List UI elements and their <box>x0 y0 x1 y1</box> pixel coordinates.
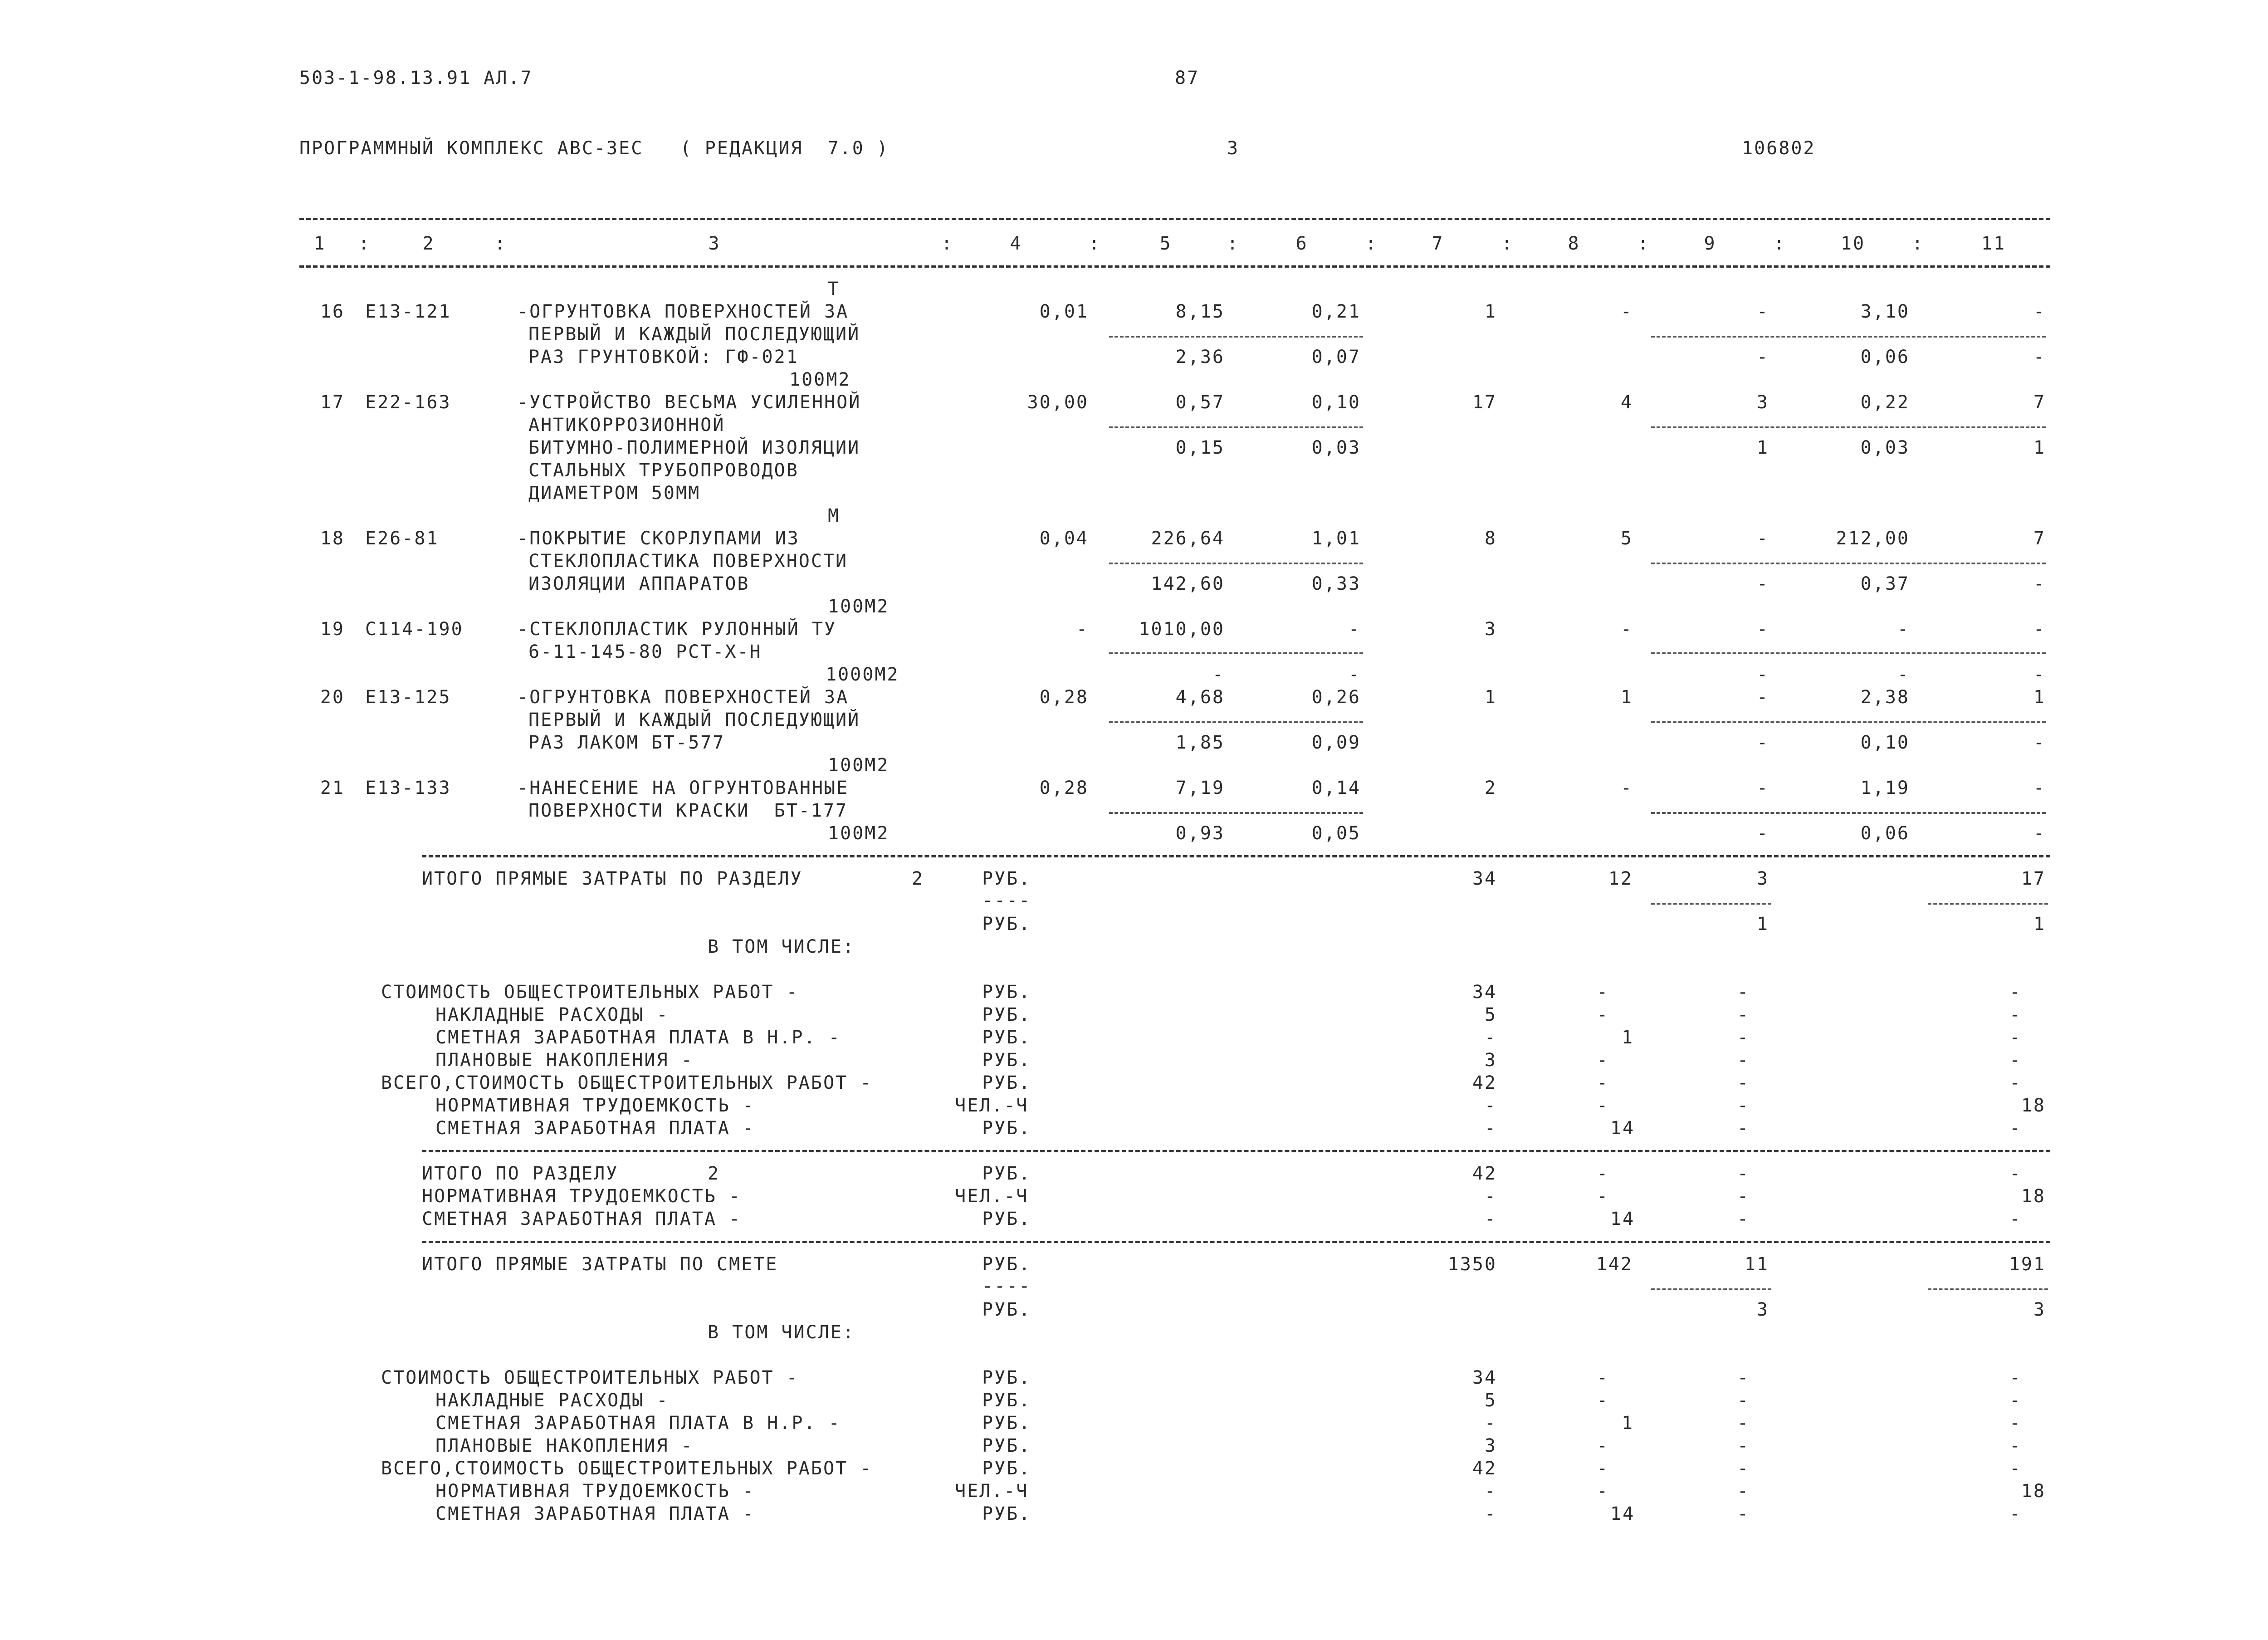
unit-rub: РУБ. <box>982 982 1031 1003</box>
cell-col8: - <box>1597 1458 1609 1479</box>
breakdown-label: НОРМАТИВНАЯ ТРУДОЕМКОСТЬ - <box>435 1481 755 1502</box>
cell-col8: - <box>1597 1390 1609 1411</box>
cell-col11: - <box>2009 1413 2022 1434</box>
cell-col11: 18 <box>2021 1186 2046 1207</box>
cell-col8: - <box>1597 1163 1609 1184</box>
cell-total-cost-wage: 0,05 <box>1311 823 1361 844</box>
rate-code: Е13-133 <box>365 778 451 798</box>
cell-unit-cost-wage: - <box>1212 664 1225 685</box>
cell-col9: - <box>1737 1413 1750 1434</box>
cell-rule <box>1109 563 1363 564</box>
cell-col7: 34 <box>1472 982 1497 1003</box>
cell-col7: - <box>1484 1413 1497 1434</box>
column-header: 10 <box>1840 233 1866 254</box>
work-description: БИТУМНО-ПОЛИМЕРНОЙ ИЗОЛЯЦИИ <box>528 437 860 458</box>
cell-col8: 1 <box>1622 1027 1634 1048</box>
cell-col8: - <box>1597 1435 1609 1456</box>
section-rule <box>422 1150 2050 1152</box>
cell-col9-wage: - <box>1756 823 1769 844</box>
cell-col8: - <box>1620 778 1633 798</box>
document-number: 106802 <box>1742 138 1816 159</box>
cell-col9: - <box>1737 1186 1750 1207</box>
cell-col11: - <box>2009 1435 2022 1456</box>
cell-rule <box>1651 1288 1771 1290</box>
work-description: РАЗ ЛАКОМ БТ-577 <box>528 732 725 753</box>
cell-col8: 12 <box>1608 868 1633 889</box>
rate-code: С114-190 <box>365 619 464 640</box>
cell-col9: - <box>1756 528 1769 549</box>
unit-rub: РУБ. <box>982 1072 1031 1093</box>
cell-col7: 1350 <box>1447 1254 1497 1275</box>
cell-col9: - <box>1756 687 1769 708</box>
row-number: 21 <box>320 778 345 798</box>
cell-col11: 17 <box>2021 868 2046 889</box>
cell-col7: 8 <box>1484 528 1497 549</box>
unit-man-hours: ЧЕЛ.-Ч <box>955 1095 1029 1116</box>
cell-unit-cost: 4,68 <box>1175 687 1225 708</box>
cell-col8: 14 <box>1610 1503 1635 1524</box>
unit-rub: РУБ. <box>982 1163 1031 1184</box>
total-label: СМЕТНАЯ ЗАРАБОТНАЯ ПЛАТА - <box>422 1209 742 1229</box>
cell-col8: - <box>1597 1050 1609 1071</box>
cell-col9: - <box>1737 1209 1750 1229</box>
cell-col11: - <box>2009 1209 2022 1229</box>
section-number: 2 <box>708 1163 720 1184</box>
cell-col7: - <box>1484 1481 1497 1502</box>
breakdown-label: ВСЕГО,СТОИМОСТЬ ОБЩЕСТРОИТЕЛЬНЫХ РАБОТ - <box>381 1072 873 1093</box>
work-description: ИЗОЛЯЦИИ АППАРАТОВ <box>528 573 750 594</box>
rate-code: Е13-121 <box>365 301 451 322</box>
column-separator: : <box>1227 233 1240 254</box>
cell-rule <box>1109 652 1363 654</box>
unit-mark: 100М2 <box>828 755 890 776</box>
cell-col10-wage: - <box>1897 664 1910 685</box>
column-separator: : <box>358 233 371 254</box>
column-header: 9 <box>1704 233 1716 254</box>
work-description: СТЕКЛОПЛАСТИКА ПОВЕРХНОСТИ <box>528 551 848 572</box>
cell-col9-wage: - <box>1756 664 1769 685</box>
column-separator: : <box>1365 233 1378 254</box>
cell-col9-wage: 1 <box>1756 437 1769 458</box>
work-description: 6-11-145-80 РСТ-Х-Н <box>528 641 762 662</box>
cell-col8: 1 <box>1622 1413 1634 1434</box>
breakdown-label: ПЛАНОВЫЕ НАКОПЛЕНИЯ - <box>435 1435 694 1456</box>
section-number: 2 <box>912 868 924 889</box>
cell-col7: 17 <box>1472 392 1497 413</box>
work-description: ПЕРВЫЙ И КАЖДЫЙ ПОСЛЕДУЮЩИЙ <box>528 710 860 730</box>
cell-col7: 5 <box>1484 1390 1497 1411</box>
cell-total-cost-wage: - <box>1348 664 1361 685</box>
cell-quantity: 0,28 <box>1039 687 1089 708</box>
cell-col9-wage: - <box>1756 573 1769 594</box>
cell-col8: 142 <box>1596 1254 1633 1275</box>
cell-col9-wage: 3 <box>1756 1299 1769 1320</box>
unit-mark: М <box>828 505 841 526</box>
column-header: 1 <box>313 233 326 254</box>
cell-col7: 1 <box>1484 301 1497 322</box>
breakdown-label: НОРМАТИВНАЯ ТРУДОЕМКОСТЬ - <box>435 1095 755 1116</box>
unit-rub: РУБ. <box>982 1027 1031 1048</box>
breakdown-label: СТОИМОСТЬ ОБЩЕСТРОИТЕЛЬНЫХ РАБОТ - <box>381 982 799 1003</box>
work-description: -ПОКРЫТИЕ СКОРЛУПАМИ ИЗ <box>517 528 800 549</box>
cell-col10: 212,00 <box>1836 528 1910 549</box>
cell-col11: 18 <box>2021 1095 2046 1116</box>
unit-mark: 1000М2 <box>826 664 899 685</box>
column-header: 3 <box>708 233 721 254</box>
cell-unit-cost-wage: 0,93 <box>1175 823 1225 844</box>
cell-col11: - <box>2009 1458 2022 1479</box>
table-top-rule <box>299 218 2050 220</box>
work-description: РАЗ ГРУНТОВКОЙ: ГФ-021 <box>528 347 799 367</box>
cell-unit-cost: 8,15 <box>1175 301 1225 322</box>
unit-rub: РУБ. <box>982 1299 1031 1320</box>
work-description: -СТЕКЛОПЛАСТИК РУЛОННЫЙ ТУ <box>517 619 837 640</box>
work-description: ПОВЕРХНОСТИ КРАСКИ БТ-177 <box>528 800 848 821</box>
total-label: ИТОГО ПРЯМЫЕ ЗАТРАТЫ ПО РАЗДЕЛУ <box>422 868 803 889</box>
column-separator: : <box>1501 233 1514 254</box>
cell-col11: - <box>2009 1050 2022 1071</box>
cell-total-cost: 0,26 <box>1311 687 1361 708</box>
total-label: ИТОГО ПРЯМЫЕ ЗАТРАТЫ ПО СМЕТЕ <box>422 1254 778 1275</box>
cell-col8: - <box>1597 1367 1609 1388</box>
cell-col7: - <box>1484 1209 1497 1229</box>
cell-col8: - <box>1597 1481 1609 1502</box>
total-label: НОРМАТИВНАЯ ТРУДОЕМКОСТЬ - <box>422 1186 742 1207</box>
row-number: 19 <box>320 619 345 640</box>
cell-col8: 14 <box>1610 1209 1635 1229</box>
cell-col11-wage: - <box>2033 573 2046 594</box>
subheading: В ТОМ ЧИСЛЕ: <box>708 1322 855 1343</box>
unit-rub: РУБ. <box>982 1435 1031 1456</box>
work-description: СТАЛЬНЫХ ТРУБОПРОВОДОВ <box>528 460 799 481</box>
column-separator: : <box>1637 233 1650 254</box>
cell-rule <box>1651 426 2046 428</box>
breakdown-label: СМЕТНАЯ ЗАРАБОТНАЯ ПЛАТА В Н.Р. - <box>435 1413 841 1434</box>
cell-col9: - <box>1737 982 1750 1003</box>
cell-col11-wage: 1 <box>2033 437 2046 458</box>
unit-man-hours: ЧЕЛ.-Ч <box>955 1186 1029 1207</box>
work-description: ПЕРВЫЙ И КАЖДЫЙ ПОСЛЕДУЮЩИЙ <box>528 324 860 345</box>
unit-rub: РУБ. <box>982 1209 1031 1229</box>
cell-col7: 34 <box>1472 1367 1497 1388</box>
cell-col9: - <box>1737 1072 1750 1093</box>
cell-col8: - <box>1597 1095 1609 1116</box>
unit-rub: РУБ. <box>982 868 1031 889</box>
cell-col8: 1 <box>1620 687 1633 708</box>
cell-col11: - <box>2009 1118 2022 1139</box>
cell-col9-wage: - <box>1756 347 1769 367</box>
cell-col7: 34 <box>1472 868 1497 889</box>
column-header: 2 <box>422 233 435 254</box>
section-rule <box>422 1241 2050 1243</box>
cell-col9: - <box>1737 1435 1750 1456</box>
cell-col8: - <box>1597 982 1609 1003</box>
cell-quantity: 0,01 <box>1039 301 1089 322</box>
program-title: ПРОГРАММНЫЙ КОМПЛЕКС АВС-3ЕС ( РЕДАКЦИЯ 7.0 ) <box>299 138 889 159</box>
cell-col9: - <box>1737 1050 1750 1071</box>
cell-col11-wage: - <box>2033 732 2046 753</box>
work-description: -НАНЕСЕНИЕ НА ОГРУНТОВАННЫЕ <box>517 778 849 798</box>
cell-col7: 2 <box>1484 778 1497 798</box>
cell-col9: 3 <box>1756 392 1769 413</box>
page-number: 87 <box>1175 68 1200 88</box>
cell-col11: - <box>2009 1367 2022 1388</box>
rate-code: Е13-125 <box>365 687 451 708</box>
cell-total-cost-wage: 0,09 <box>1311 732 1361 753</box>
unit-rub: РУБ. <box>982 1458 1031 1479</box>
unit-rub: РУБ. <box>982 1004 1031 1025</box>
cell-col9: 3 <box>1756 868 1769 889</box>
row-number: 16 <box>320 301 345 322</box>
unit-rub: РУБ. <box>982 914 1031 935</box>
cell-col10: 0,22 <box>1860 392 1910 413</box>
cell-rule <box>1651 563 2046 564</box>
breakdown-label: ВСЕГО,СТОИМОСТЬ ОБЩЕСТРОИТЕЛЬНЫХ РАБОТ - <box>381 1458 873 1479</box>
cell-col10-wage: 0,10 <box>1860 732 1910 753</box>
cell-col8: 5 <box>1620 528 1633 549</box>
cell-col9: - <box>1737 1118 1750 1139</box>
cell-col9: - <box>1737 1004 1750 1025</box>
cell-rule <box>1651 336 2046 338</box>
cell-col10-wage: 0,06 <box>1860 347 1910 367</box>
cell-rule <box>1651 812 2046 814</box>
unit-mark: 100М2 <box>828 596 890 617</box>
cell-col9-wage: - <box>1756 732 1769 753</box>
cell-total-cost-wage: 0,03 <box>1311 437 1361 458</box>
column-separator: : <box>941 233 954 254</box>
work-description: -УСТРОЙСТВО ВЕСЬМА УСИЛЕННОЙ <box>517 392 861 413</box>
cell-col11-wage: 3 <box>2033 1299 2046 1320</box>
table-header-rule <box>299 265 2050 268</box>
subheading: В ТОМ ЧИСЛЕ: <box>708 936 855 957</box>
cell-col11: - <box>2009 1163 2022 1184</box>
cell-col10: 2,38 <box>1860 687 1910 708</box>
row-number: 18 <box>320 528 345 549</box>
cell-unit-cost-wage: 1,85 <box>1175 732 1225 753</box>
unit-mark: 100М2 <box>828 823 890 844</box>
cell-total-cost: 1,01 <box>1311 528 1361 549</box>
unit-mark: Т <box>828 279 841 299</box>
column-header: 11 <box>1981 233 2006 254</box>
cell-unit-cost-wage: 142,60 <box>1151 573 1225 594</box>
cell-col11: - <box>2009 1027 2022 1048</box>
cell-rule <box>1109 426 1363 428</box>
work-description: ДИАМЕТРОМ 50ММ <box>528 483 701 504</box>
cell-col11: 191 <box>2009 1254 2046 1275</box>
cell-total-cost: - <box>1348 619 1361 640</box>
cell-col11: 7 <box>2033 392 2046 413</box>
unit-rub: РУБ. <box>982 1050 1031 1071</box>
cell-col7: 3 <box>1484 1050 1497 1071</box>
cell-col7: - <box>1484 1095 1497 1116</box>
cell-col9: - <box>1737 1390 1750 1411</box>
cell-col9: - <box>1756 778 1769 798</box>
cell-total-cost-wage: 0,33 <box>1311 573 1361 594</box>
cell-col9: - <box>1737 1027 1750 1048</box>
cell-rule <box>1651 652 2046 654</box>
cell-col9: 11 <box>1744 1254 1769 1275</box>
column-header: 7 <box>1432 233 1444 254</box>
cell-col11: 18 <box>2021 1481 2046 1502</box>
cell-col10-wage: 0,06 <box>1860 823 1910 844</box>
unit-rub: РУБ. <box>982 1367 1031 1388</box>
cell-unit-cost: 7,19 <box>1175 778 1225 798</box>
cell-rule <box>1109 336 1363 338</box>
cell-col9-wage: 1 <box>1756 914 1769 935</box>
cell-col7: 3 <box>1484 619 1497 640</box>
cell-unit-cost-wage: 2,36 <box>1175 347 1225 367</box>
cell-col9: - <box>1737 1481 1750 1502</box>
cell-col8: 14 <box>1610 1118 1635 1139</box>
unit-rub: РУБ. <box>982 1118 1031 1139</box>
unit-man-hours: ЧЕЛ.-Ч <box>955 1481 1029 1502</box>
cell-rule <box>1651 903 1771 905</box>
work-description: -ОГРУНТОВКА ПОВЕРХНОСТЕЙ ЗА <box>517 687 849 708</box>
cell-col10-wage: 0,37 <box>1860 573 1910 594</box>
cell-rule <box>1109 812 1363 814</box>
unit-rub: РУБ. <box>982 1413 1031 1434</box>
cell-col11: - <box>2033 619 2046 640</box>
cell-unit-cost: 1010,00 <box>1139 619 1225 640</box>
row-number: 17 <box>320 392 345 413</box>
unit-rub: РУБ. <box>982 1390 1031 1411</box>
cell-col11: - <box>2033 778 2046 798</box>
cell-col7: 5 <box>1484 1004 1497 1025</box>
column-header: 5 <box>1159 233 1172 254</box>
cell-quantity: 30,00 <box>1027 392 1089 413</box>
cell-quantity: 0,28 <box>1039 778 1089 798</box>
cell-unit-cost-wage: 0,15 <box>1175 437 1225 458</box>
cell-col11: 1 <box>2033 687 2046 708</box>
cell-col8: - <box>1597 1004 1609 1025</box>
cell-col11-wage: - <box>2033 823 2046 844</box>
cell-col7: - <box>1484 1027 1497 1048</box>
cell-rule <box>1928 1288 2048 1290</box>
work-description: АНТИКОРРОЗИОННОЙ <box>528 415 725 436</box>
cell-quantity: - <box>1076 619 1089 640</box>
cell-col8: 4 <box>1620 392 1633 413</box>
cell-col11: - <box>2009 1503 2022 1524</box>
cell-col11: - <box>2009 982 2022 1003</box>
rate-code: Е22-163 <box>365 392 451 413</box>
cell-total-cost: 0,10 <box>1311 392 1361 413</box>
unit-rub: РУБ. <box>982 1503 1031 1524</box>
cell-col9: - <box>1737 1503 1750 1524</box>
column-header: 8 <box>1568 233 1580 254</box>
cell-col9: - <box>1756 619 1769 640</box>
rate-code: Е26-81 <box>365 528 439 549</box>
cell-rule <box>1651 721 2046 723</box>
column-header: 4 <box>1010 233 1022 254</box>
cell-total-cost: 0,14 <box>1311 778 1361 798</box>
cell-col11: - <box>2009 1390 2022 1411</box>
column-separator: : <box>1089 233 1101 254</box>
cell-col11: - <box>2009 1072 2022 1093</box>
cell-col7: - <box>1484 1118 1497 1139</box>
cell-col10: - <box>1897 619 1910 640</box>
cell-col9: - <box>1737 1458 1750 1479</box>
cell-col7: - <box>1484 1186 1497 1207</box>
cell-col8: - <box>1620 619 1633 640</box>
cell-unit-cost: 0,57 <box>1175 392 1225 413</box>
breakdown-label: ПЛАНОВЫЕ НАКОПЛЕНИЯ - <box>435 1050 694 1071</box>
cell-col10: 1,19 <box>1860 778 1910 798</box>
section-rule <box>422 855 2050 857</box>
cell-col10: 3,10 <box>1860 301 1910 322</box>
cell-unit-cost: 226,64 <box>1151 528 1225 549</box>
section-number: 3 <box>1227 138 1240 159</box>
cell-total-cost: 0,21 <box>1311 301 1361 322</box>
unit-mark: 100М2 <box>789 369 851 390</box>
breakdown-label: НАКЛАДНЫЕ РАСХОДЫ - <box>435 1390 669 1411</box>
breakdown-label: СМЕТНАЯ ЗАРАБОТНАЯ ПЛАТА - <box>435 1118 755 1139</box>
unit-rule: ---- <box>982 890 1031 911</box>
cell-col7: 42 <box>1472 1163 1497 1184</box>
cell-col8: - <box>1597 1186 1609 1207</box>
cell-col7: 42 <box>1472 1072 1497 1093</box>
column-header: 6 <box>1295 233 1308 254</box>
cell-col8: - <box>1597 1072 1609 1093</box>
unit-rule: ---- <box>982 1276 1031 1297</box>
cell-col7: 42 <box>1472 1458 1497 1479</box>
column-separator: : <box>494 233 507 254</box>
cell-quantity: 0,04 <box>1039 528 1089 549</box>
cell-col11: 7 <box>2033 528 2046 549</box>
cell-col9: - <box>1756 301 1769 322</box>
cell-col11-wage: - <box>2033 664 2046 685</box>
document-code: 503-1-98.13.91 АЛ.7 <box>299 68 533 88</box>
cell-col8: - <box>1620 301 1633 322</box>
work-description: -ОГРУНТОВКА ПОВЕРХНОСТЕЙ ЗА <box>517 301 849 322</box>
unit-rub: РУБ. <box>982 1254 1031 1275</box>
row-number: 20 <box>320 687 345 708</box>
cell-rule <box>1109 721 1363 723</box>
total-label: ИТОГО ПО РАЗДЕЛУ <box>422 1163 619 1184</box>
breakdown-label: СТОИМОСТЬ ОБЩЕСТРОИТЕЛЬНЫХ РАБОТ - <box>381 1367 799 1388</box>
cell-col11: - <box>2009 1004 2022 1025</box>
cell-col11: - <box>2033 301 2046 322</box>
cell-col7: 3 <box>1484 1435 1497 1456</box>
cell-col11-wage: - <box>2033 347 2046 367</box>
cell-col9: - <box>1737 1367 1750 1388</box>
column-separator: : <box>1912 233 1925 254</box>
breakdown-label: СМЕТНАЯ ЗАРАБОТНАЯ ПЛАТА В Н.Р. - <box>435 1027 841 1048</box>
cell-col10-wage: 0,03 <box>1860 437 1910 458</box>
breakdown-label: НАКЛАДНЫЕ РАСХОДЫ - <box>435 1004 669 1025</box>
column-separator: : <box>1774 233 1786 254</box>
cell-col11-wage: 1 <box>2033 914 2046 935</box>
cell-col9: - <box>1737 1095 1750 1116</box>
cell-col7: 1 <box>1484 687 1497 708</box>
breakdown-label: СМЕТНАЯ ЗАРАБОТНАЯ ПЛАТА - <box>435 1503 755 1524</box>
cell-col7: - <box>1484 1503 1497 1524</box>
cell-rule <box>1928 903 2048 905</box>
cell-col9: - <box>1737 1163 1750 1184</box>
cell-total-cost-wage: 0,07 <box>1311 347 1361 367</box>
